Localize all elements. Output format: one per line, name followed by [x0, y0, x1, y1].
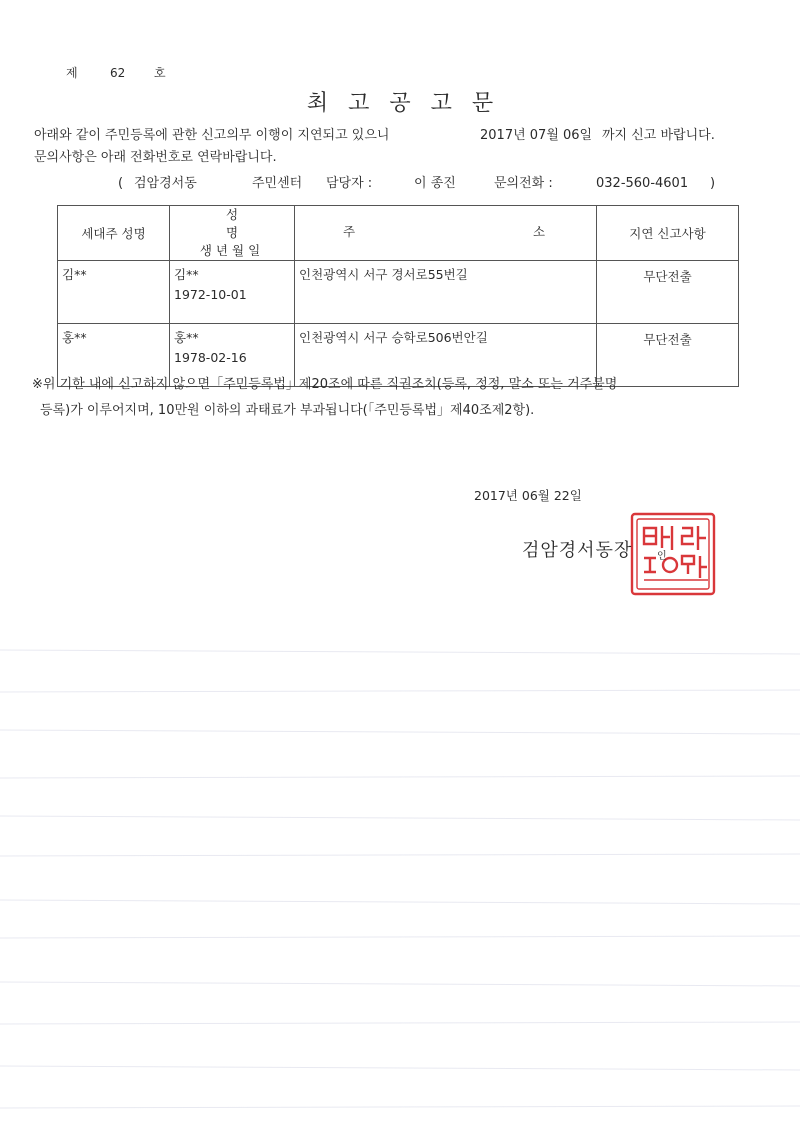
contact-office: 검암경서동: [134, 176, 197, 191]
contact-person-label: 담당자 :: [326, 176, 373, 191]
document-number: [66, 64, 166, 81]
header-address-b: 소: [533, 224, 546, 239]
contact-close-paren: ): [710, 176, 716, 191]
footnote-line1: ※위 기한 내에 신고하지 않으면「주민등록법」제20조에 따른 직권조치(등록, 정정, 말소 또는 거주불명: [32, 377, 618, 392]
header-address: [295, 206, 597, 261]
doc-number-label: 제: [66, 66, 78, 80]
records-table: [57, 205, 739, 387]
doc-number-value: 62: [110, 66, 126, 80]
cell-name: 김**: [174, 267, 199, 282]
footnote: [32, 372, 732, 424]
contact-phone-label: 문의전화 :: [494, 176, 553, 191]
cell-householder: 김**: [58, 261, 170, 324]
cell-name: 홍**: [174, 330, 199, 345]
cell-householder: 홍**: [58, 324, 170, 387]
notice-line1-end: 까지 신고 바랍니다.: [602, 128, 715, 143]
table-header-row: [58, 206, 739, 261]
header-householder: 세대주 성명: [58, 206, 170, 261]
contact-open-paren: (: [118, 176, 124, 191]
issuer-name: 검암경서동장: [522, 540, 633, 561]
notice-line1: 아래와 같이 주민등록에 관한 신고의무 이행이 지연되고 있으니: [34, 128, 390, 143]
header-address-a: 주: [343, 224, 356, 239]
table-row: [58, 261, 739, 324]
header-report: 지연 신고사항: [597, 206, 739, 261]
contact-center: 주민센터: [252, 176, 303, 191]
page-title: 최고공고문: [306, 91, 514, 116]
cell-address: 인천광역시 서구 승학로506번안길: [295, 324, 597, 387]
cell-address: 인천광역시 서구 경서로55번길: [295, 261, 597, 324]
scan-noise: [0, 620, 800, 1131]
footnote-line2: 등록)가 이루어지며, 10만원 이하의 과태료가 부과됩니다(「주민등록법」제40조제2항).: [40, 403, 535, 418]
cell-birth: 1978-02-16: [174, 350, 247, 365]
issue-date: 2017년 06월 22일: [474, 488, 582, 503]
cell-report: 무단전출: [597, 261, 739, 324]
notice-line2: 문의사항은 아래 전화번호로 연락바랍니다.: [34, 150, 277, 165]
header-name: 성명: [225, 207, 277, 240]
contact-person: 이 종진: [414, 176, 456, 191]
header-name-birth: [170, 206, 295, 261]
cell-birth: 1972-10-01: [174, 287, 247, 302]
notice-deadline: 2017년 07월 06일: [480, 128, 593, 143]
cell-report: 무단전출: [597, 324, 739, 387]
seal-mark: 인: [657, 551, 667, 562]
cell-name-birth: [170, 261, 295, 324]
official-seal-icon: [628, 510, 718, 598]
header-birth: 생년월일: [199, 243, 265, 258]
contact-phone: 032-560-4601: [596, 176, 689, 191]
doc-number-suffix: 호: [154, 66, 166, 80]
